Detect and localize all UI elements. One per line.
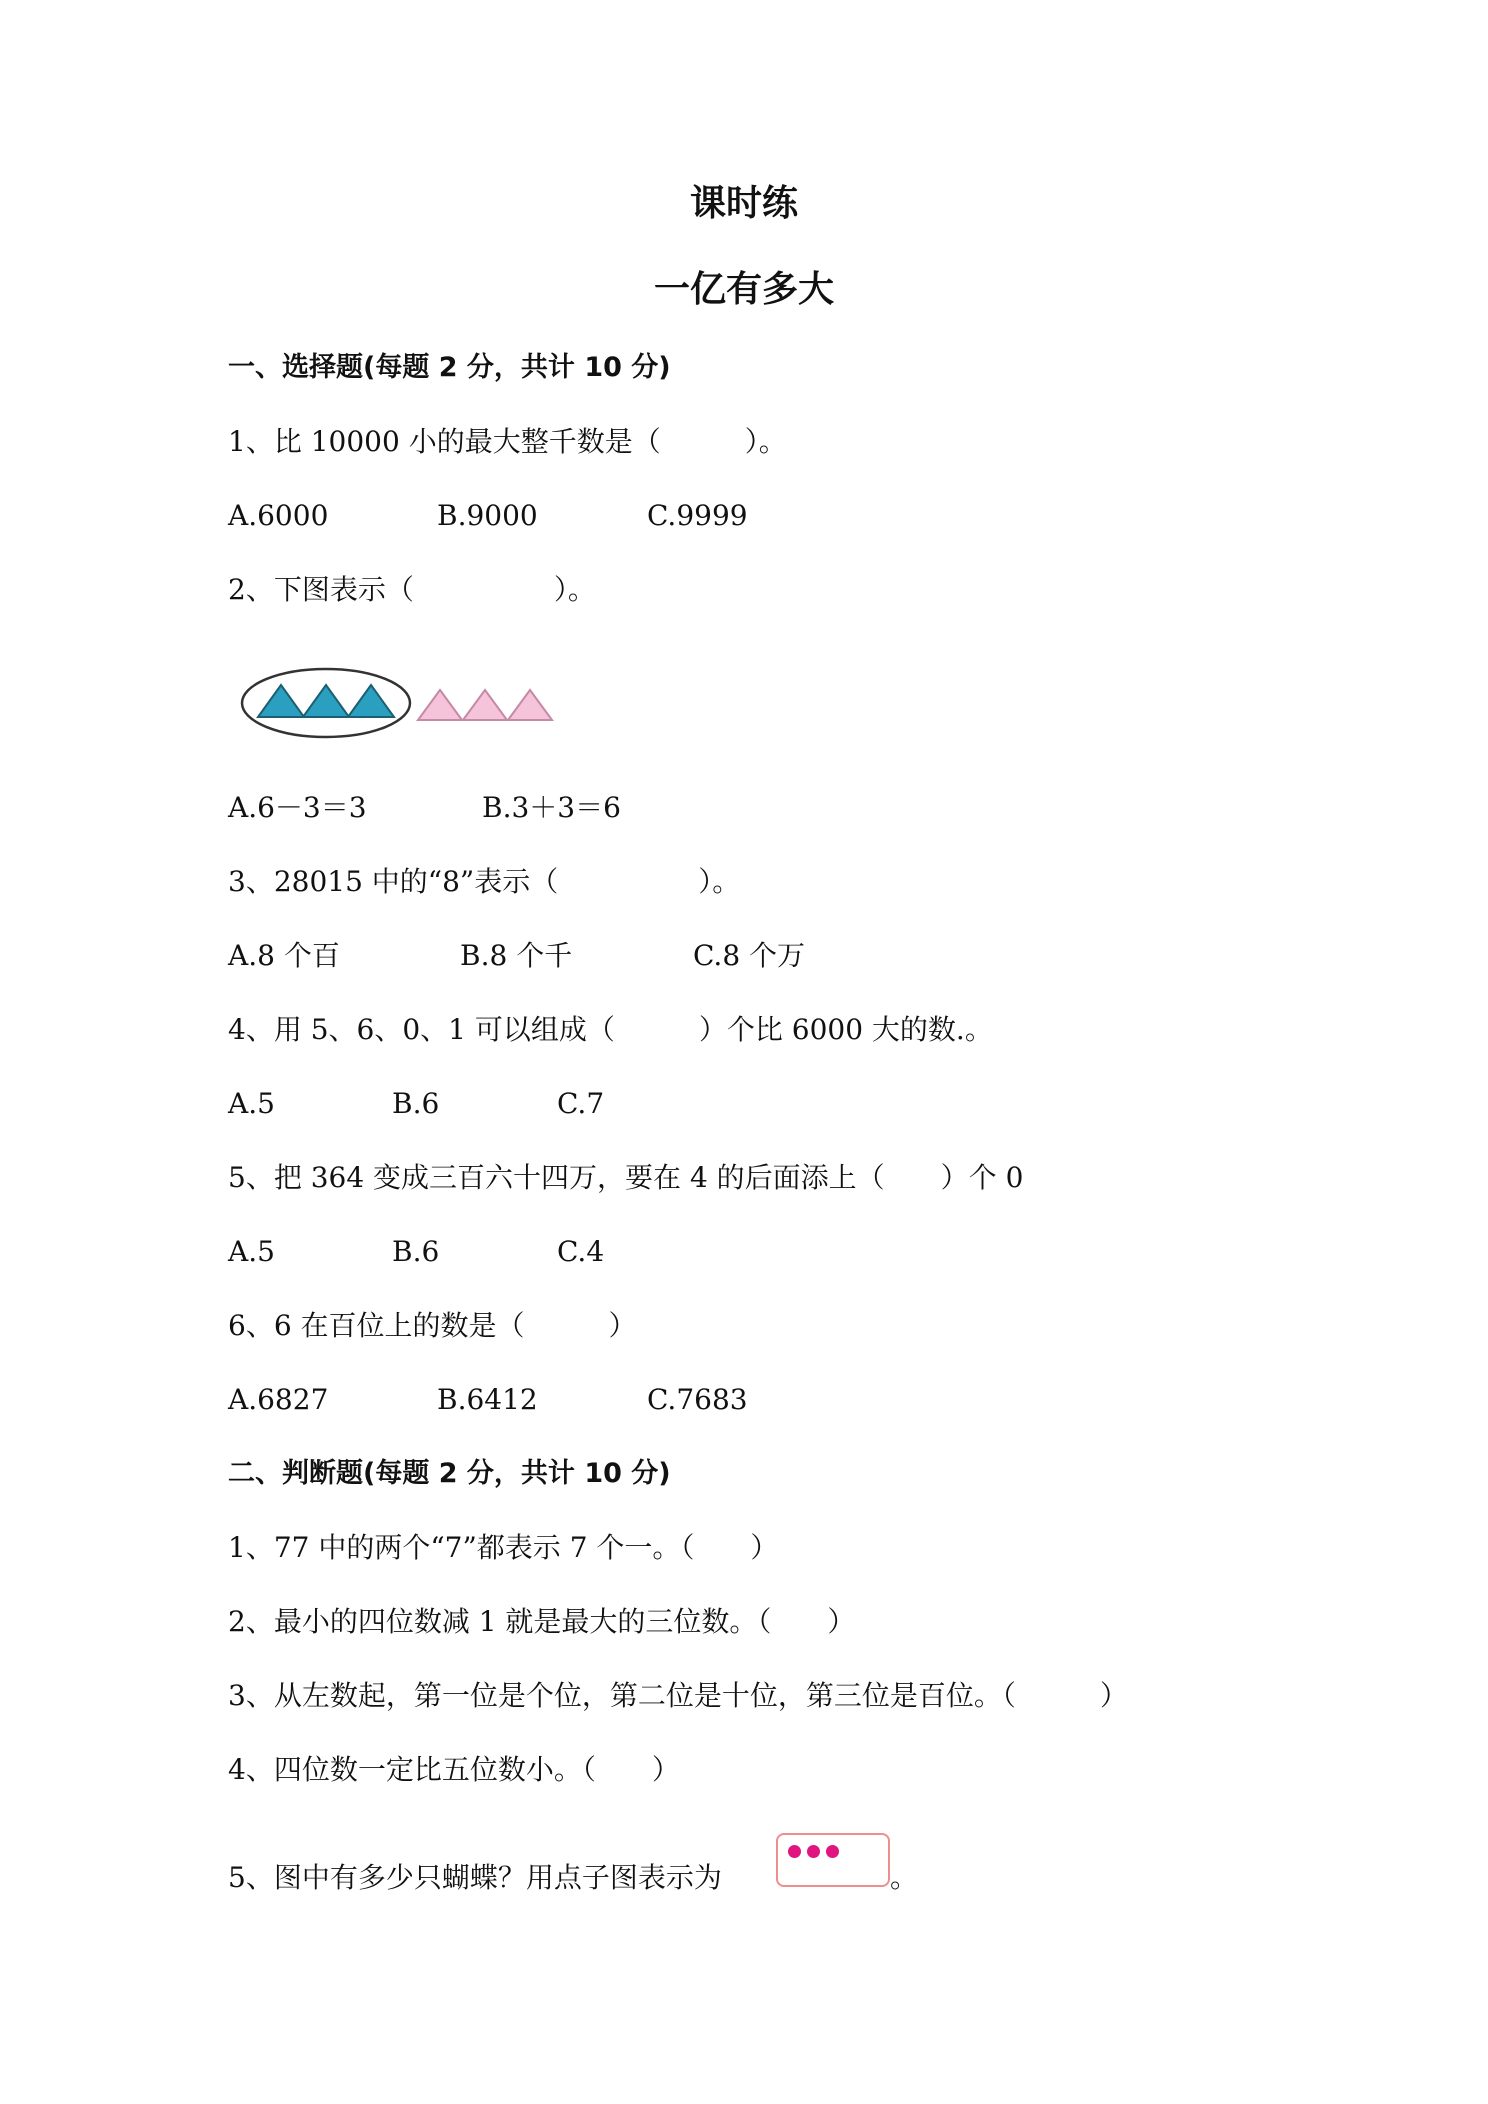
- mc-question-5-option-a: A.5: [228, 1235, 275, 1268]
- circled-triangle-icon: [303, 685, 349, 717]
- triangle-figure: [240, 660, 570, 746]
- mc-question-1-option-a: A.6000: [228, 499, 329, 532]
- mc-question-4: 4、用 5、6、0、1 可以组成（ ）个比 6000 大的数.。: [228, 1013, 993, 1046]
- tf-question-5: 5、图中有多少只蝴蝶？用点子图表示为: [228, 1861, 722, 1894]
- pink-triangle-icon: [463, 690, 507, 720]
- dot-icon: [807, 1845, 820, 1858]
- mc-question-3: 3、28015 中的“8”表示（ ）。: [228, 865, 741, 898]
- mc-question-6-option-b: B.6412: [437, 1383, 538, 1416]
- tf-question-3: 3、从左数起，第一位是个位，第二位是十位，第三位是百位。（ ）: [228, 1679, 1128, 1712]
- mc-question-6-option-a: A.6827: [228, 1383, 329, 1416]
- dot-diagram-card: [776, 1833, 890, 1887]
- mc-question-4-option-b: B.6: [392, 1087, 440, 1120]
- page-title: 课时练: [689, 183, 798, 224]
- mc-question-1-option-c: C.9999: [647, 499, 748, 532]
- tf-question-4: 4、四位数一定比五位数小。（ ）: [228, 1753, 680, 1786]
- circled-triangle-icon: [258, 685, 304, 717]
- section1-heading: 一、选择题(每题 2 分，共计 10 分): [228, 352, 671, 383]
- mc-question-5-option-b: B.6: [392, 1235, 440, 1268]
- tf-question-1: 1、77 中的两个“7”都表示 7 个一。（ ）: [228, 1531, 779, 1564]
- mc-question-1-option-b: B.9000: [437, 499, 538, 532]
- section2-heading: 二、判断题(每题 2 分，共计 10 分): [228, 1458, 671, 1489]
- mc-question-6: 6、6 在百位上的数是（ ）: [228, 1309, 637, 1342]
- mc-question-3-option-c: C.8 个万: [693, 939, 806, 972]
- page-subtitle: 一亿有多大: [653, 269, 834, 310]
- dot-icon: [788, 1845, 801, 1858]
- mc-question-3-option-a: A.8 个百: [228, 939, 340, 972]
- mc-question-2-option-a: A.6－3＝3: [228, 791, 367, 824]
- mc-question-5-option-c: C.4: [557, 1235, 605, 1268]
- circled-triangle-icon: [348, 685, 394, 717]
- mc-question-2-option-b: B.3＋3＝6: [482, 791, 621, 824]
- mc-question-4-option-a: A.5: [228, 1087, 275, 1120]
- mc-question-1: 1、比 10000 小的最大整千数是（ ）。: [228, 425, 787, 458]
- tf-question-2: 2、最小的四位数减 1 就是最大的三位数。（ ）: [228, 1605, 856, 1638]
- mc-question-3-option-b: B.8 个千: [460, 939, 573, 972]
- tf-question-5-end: 。: [890, 1861, 919, 1894]
- mc-question-5: 5、把 364 变成三百六十四万，要在 4 的后面添上（ ）个 0: [228, 1161, 1024, 1194]
- mc-question-4-option-c: C.7: [557, 1087, 605, 1120]
- mc-question-6-option-c: C.7683: [647, 1383, 748, 1416]
- pink-triangle-icon: [508, 690, 552, 720]
- pink-triangle-icon: [418, 690, 462, 720]
- dot-icon: [826, 1845, 839, 1858]
- mc-question-2: 2、下图表示（ ）。: [228, 573, 596, 606]
